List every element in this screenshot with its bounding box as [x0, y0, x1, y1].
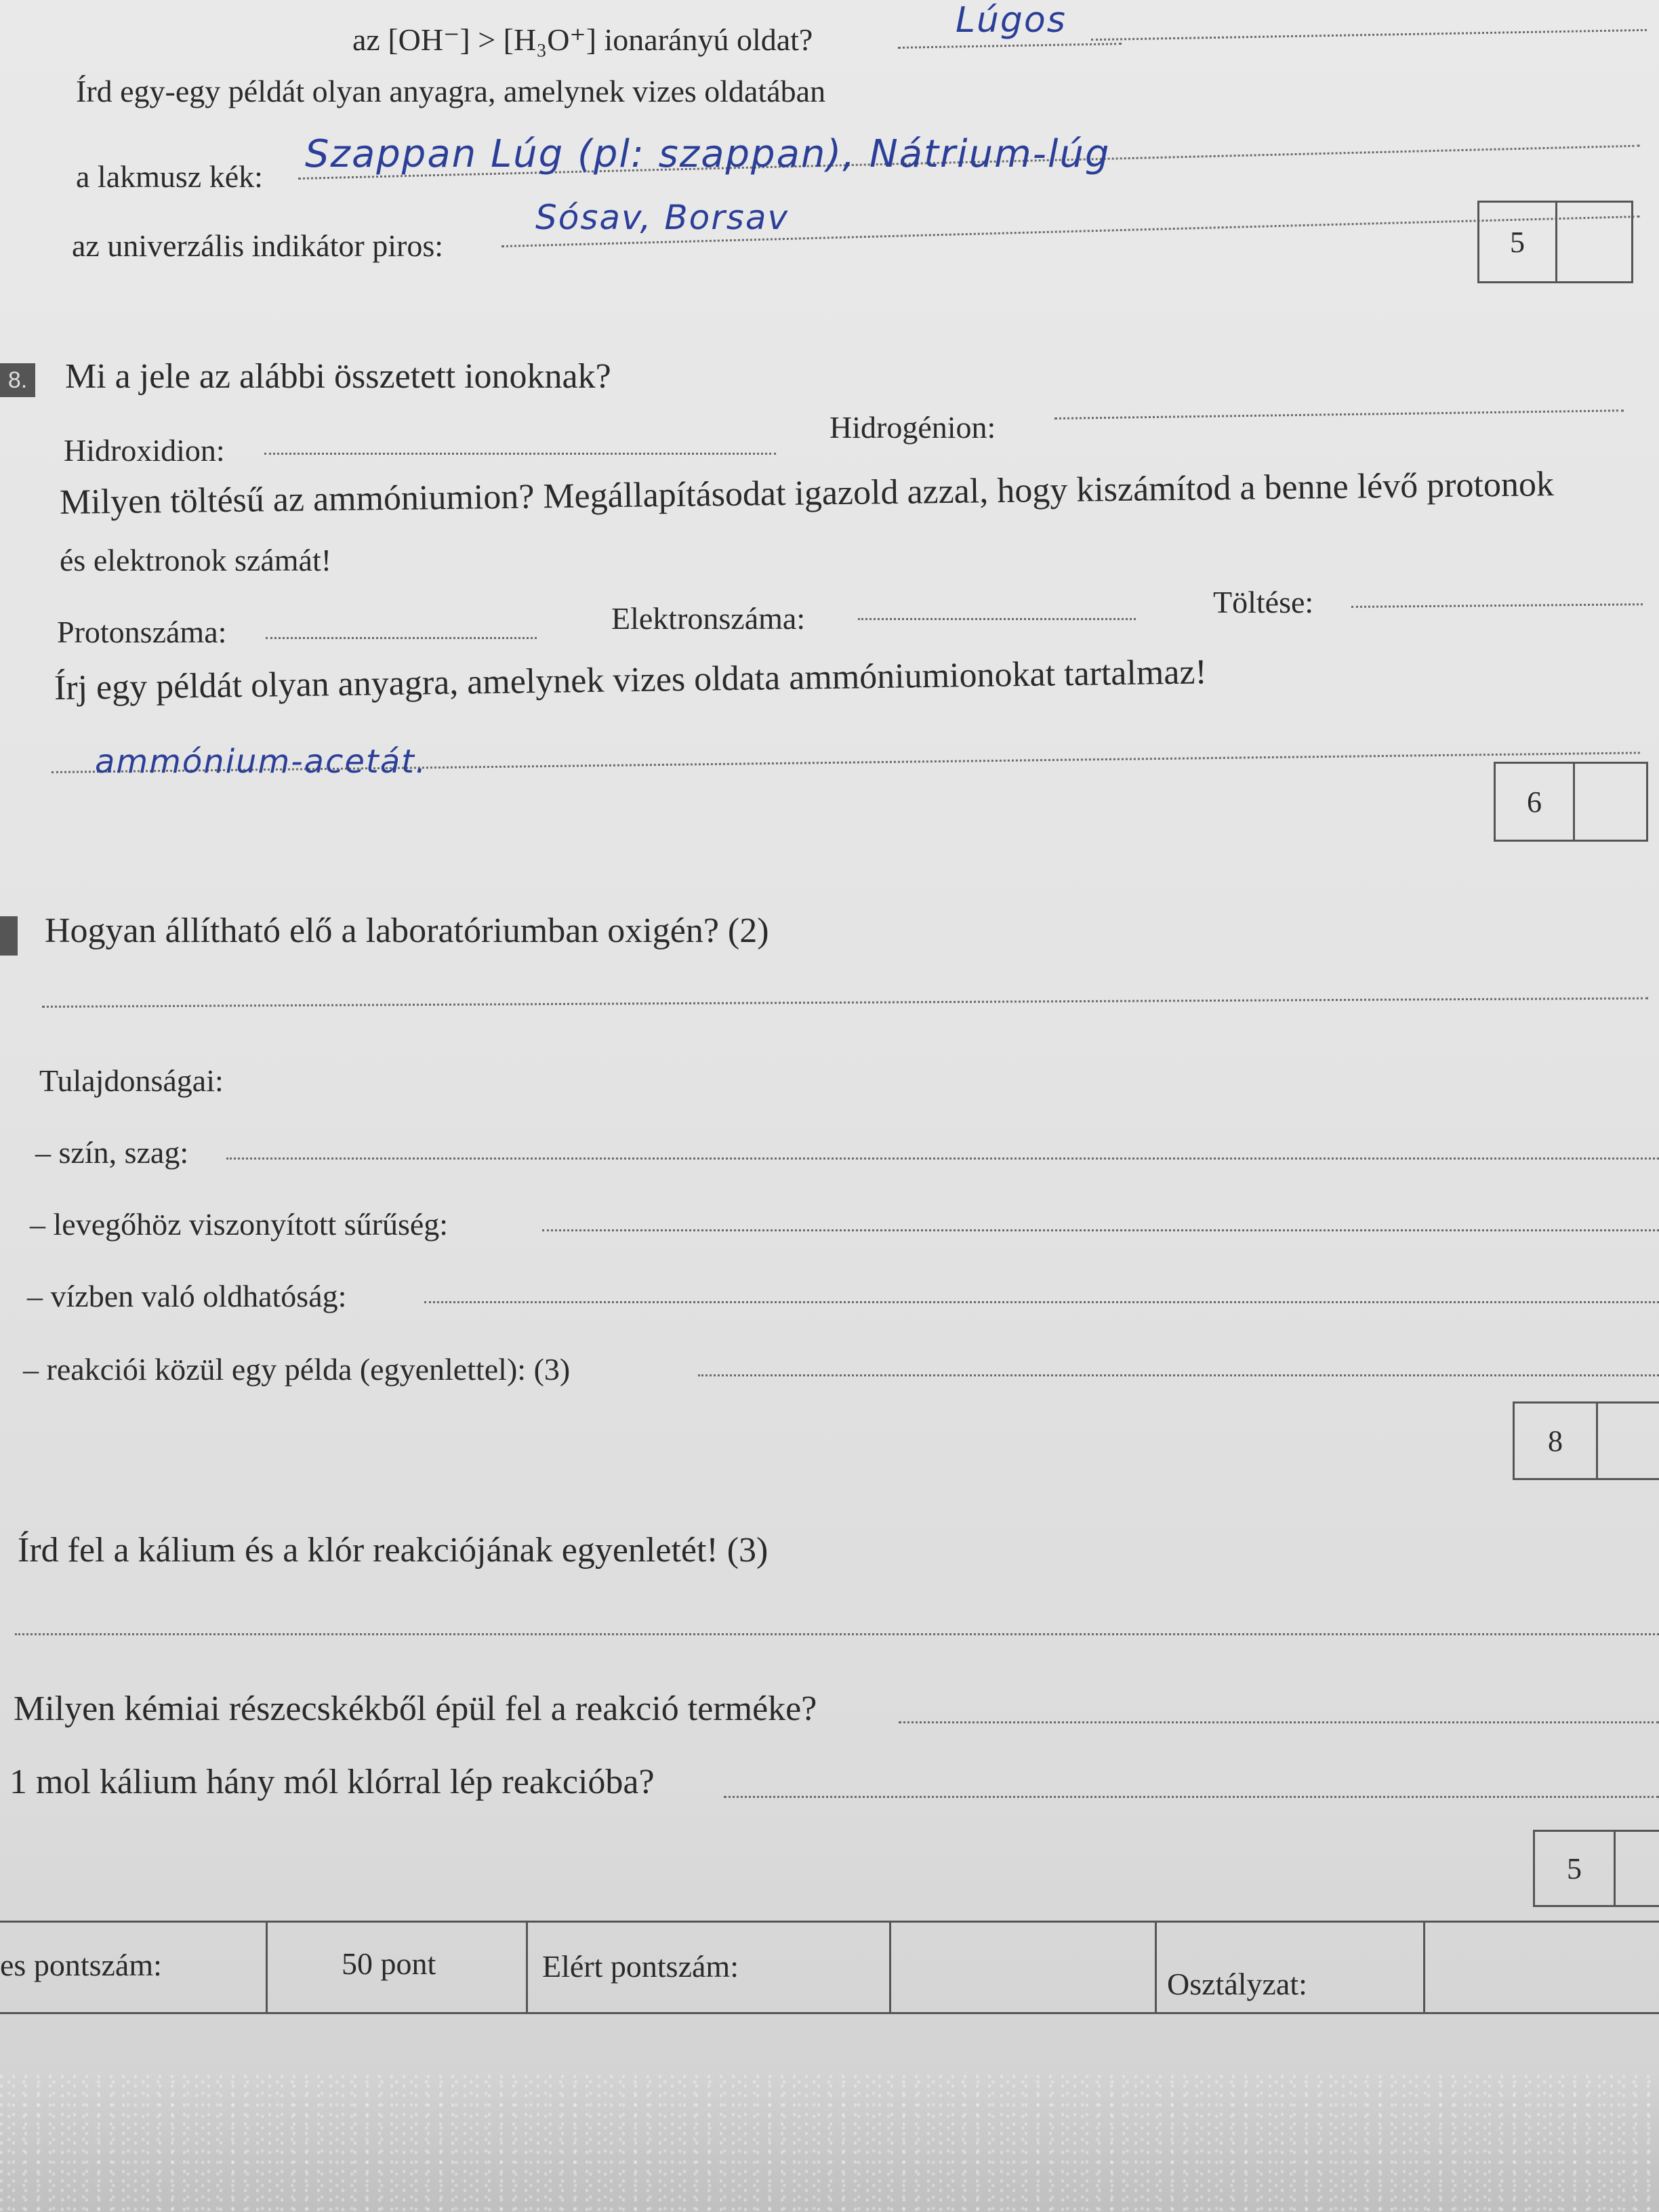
- litmus-label: a lakmusz kék:: [76, 159, 263, 194]
- hydrogen-answer-line[interactable]: [1054, 409, 1624, 419]
- achieved-score-input[interactable]: [892, 1923, 1153, 2012]
- q8-example-answer: ammónium-acetát.: [95, 743, 428, 781]
- mol-question: 1 mol kálium hány mól klórral lép reakcióba?: [9, 1763, 655, 1801]
- litmus-answer: Szappan Lúg (pl: szappan), Nátrium-lúg: [305, 132, 1111, 176]
- q9-max-score: 8: [1548, 1424, 1563, 1458]
- q9-score-input[interactable]: [1596, 1404, 1659, 1478]
- q10-answer-line[interactable]: [15, 1633, 1659, 1635]
- q8-max-score: 6: [1527, 785, 1542, 819]
- ion-ratio-answer: Lúgos: [956, 0, 1067, 41]
- hydroxide-answer-line[interactable]: [264, 453, 776, 455]
- hydroxide-label: Hidroxidion:: [64, 433, 225, 468]
- grade-label: Osztályzat:: [1167, 1967, 1307, 2001]
- q10-max-score: 5: [1567, 1851, 1582, 1885]
- color-smell-label: – szín, szag:: [35, 1135, 189, 1170]
- footer-divider: [266, 1923, 268, 2012]
- q9-number-marker: [0, 916, 18, 956]
- q8-number: 8.: [0, 363, 35, 397]
- solubility-label: – vízben való oldhatóság:: [27, 1279, 347, 1313]
- grade-input[interactable]: [1426, 1923, 1659, 2012]
- footer-divider: [1423, 1923, 1425, 2012]
- paper-edge-texture: [0, 2074, 1659, 2212]
- particles-answer-line[interactable]: [899, 1721, 1659, 1723]
- q7-score-input[interactable]: [1555, 203, 1631, 281]
- q7-example-prompt: Írd egy-egy példát olyan anyagra, amelynek vizes oldatában: [76, 74, 826, 108]
- score-summary-table: [0, 1921, 1659, 2014]
- solubility-answer-line[interactable]: [424, 1301, 1659, 1303]
- ion-ratio-prompt: az [OH⁻] > [H₃O⁺] ionarányú oldat?: [352, 22, 813, 57]
- particles-question: Milyen kémiai részecskékből épül fel a reakció terméke?: [14, 1689, 817, 1728]
- q8-title: Mi a jele az alábbi összetett ionoknak?: [65, 357, 611, 396]
- indicator-answer: Sósav, Borsav: [535, 198, 790, 237]
- total-score-value: 50 pont: [342, 1946, 436, 1981]
- ion-ratio-answer-line[interactable]: [898, 43, 1122, 49]
- q8-score-box: [1494, 762, 1648, 842]
- electron-answer-line[interactable]: [858, 618, 1136, 620]
- mol-answer-line[interactable]: [724, 1796, 1659, 1798]
- q7-max-score: 5: [1510, 225, 1525, 259]
- density-answer-line[interactable]: [542, 1229, 1659, 1231]
- reaction-label: – reakciói közül egy példa (egyenlettel): (3): [23, 1352, 571, 1387]
- q9-answer-line[interactable]: [42, 998, 1648, 1008]
- q9-properties-label: Tulajdonságai:: [39, 1063, 224, 1098]
- reaction-answer-line[interactable]: [698, 1374, 1659, 1376]
- ion-ratio-line-ext: [1091, 29, 1647, 41]
- charge-label: Töltése:: [1213, 585, 1314, 619]
- footer-divider: [526, 1923, 528, 2012]
- q10-score-input[interactable]: [1614, 1832, 1659, 1905]
- q9-score-box: [1513, 1401, 1659, 1480]
- q10-title: Írd fel a kálium és a klór reakciójának egyenletét! (3): [18, 1531, 769, 1570]
- charge-answer-line[interactable]: [1351, 603, 1643, 608]
- total-score-label: es pontszám:: [0, 1948, 162, 1982]
- density-label: – levegőhöz viszonyított sűrűség:: [30, 1207, 449, 1242]
- q8-score-input[interactable]: [1573, 764, 1646, 840]
- q7-score-box: [1477, 201, 1633, 283]
- proton-label: Protonszáma:: [57, 615, 227, 649]
- color-smell-answer-line[interactable]: [226, 1158, 1659, 1160]
- q10-score-box: [1533, 1830, 1659, 1907]
- q8-example-prompt: Írj egy példát olyan anyagra, amelynek vizes oldata ammóniumionokat tartalmaz!: [54, 653, 1208, 708]
- ammonium-question-2: és elektronok számát!: [60, 543, 332, 577]
- achieved-score-label: Elért pontszám:: [542, 1949, 739, 1984]
- proton-answer-line[interactable]: [266, 637, 537, 639]
- footer-divider: [1155, 1923, 1157, 2012]
- q9-title: Hogyan állítható elő a laboratóriumban oxigén? (2): [45, 912, 769, 950]
- footer-divider: [889, 1923, 891, 2012]
- hydrogen-label: Hidrogénion:: [830, 410, 996, 445]
- ammonium-question: Milyen töltésű az ammóniumion? Megállapításodat igazold azzal, hogy kiszámítod a benne lévő protonok: [59, 465, 1555, 522]
- indicator-label: az univerzális indikátor piros:: [72, 228, 444, 263]
- electron-label: Elektronszáma:: [611, 601, 806, 636]
